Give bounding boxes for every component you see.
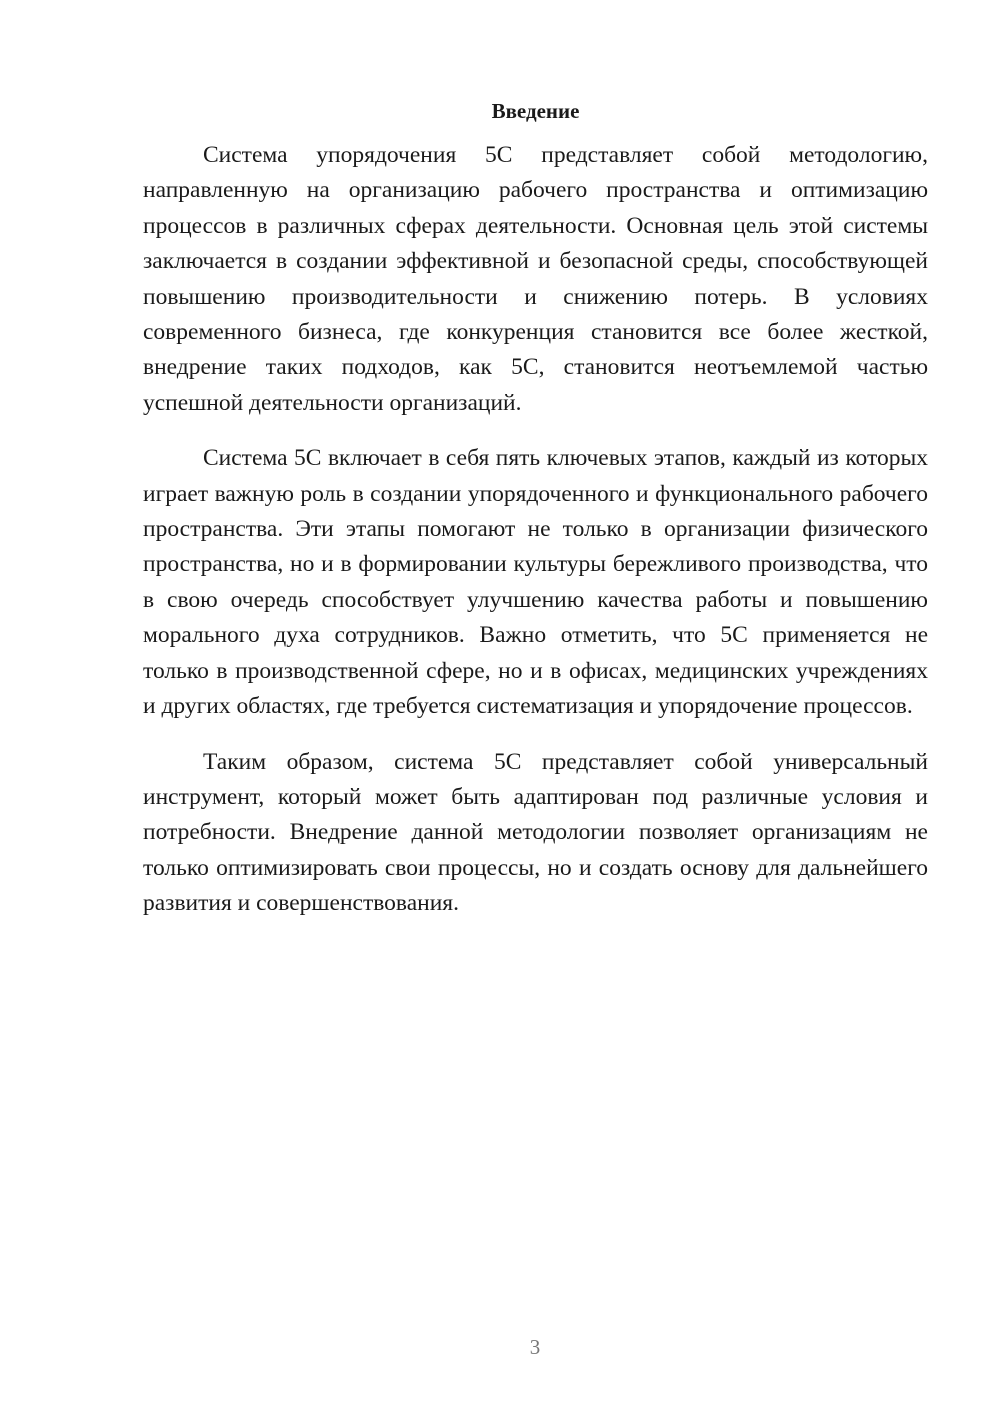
paragraph-2: Система 5С включает в себя пять ключевых этапов, каждый из которых играет важную роль в создании упорядоченного и функционального рабочего пространства. Эти этапы помогают не только в организации физического пространства, но и в формировании культуры бережливого производства, что в свою очередь способствует улучшению качества работы и повышению морального духа сотрудников. Важно отметить, что 5С применяется не только в производственной сфере, но и в офисах, медицинских учреждениях и других областях, где требуется систематизация и упорядочение процессов. xyxy=(143,445,928,720)
page-number: 3 xyxy=(529,1335,541,1359)
paragraph-3: Таким образом, система 5С представляет собой универсальный инструмент, который может быть адаптирован под различные условия и потребности. Внедрение данной методологии позволяет организациям не только оптимизировать свои процессы, но и создать основу для дальнейшего развития и совершенствования. xyxy=(143,748,928,917)
paragraph-1: Система упорядочения 5С представляет собой методологию, направленную на организацию рабочего пространства и оптимизацию процессов в различных сферах деятельности. Основная цель этой системы заключается в создании эффективной и безопасной среды, способствующей повышению производительности и снижению потерь. В условиях современного бизнеса, где конкуренция становится все более жесткой, внедрение таких подходов, как 5С, становится неотъемлемой частью успешной деятельности организаций. xyxy=(143,142,928,416)
section-title: Введение xyxy=(491,99,580,123)
page-body xyxy=(143,96,928,922)
